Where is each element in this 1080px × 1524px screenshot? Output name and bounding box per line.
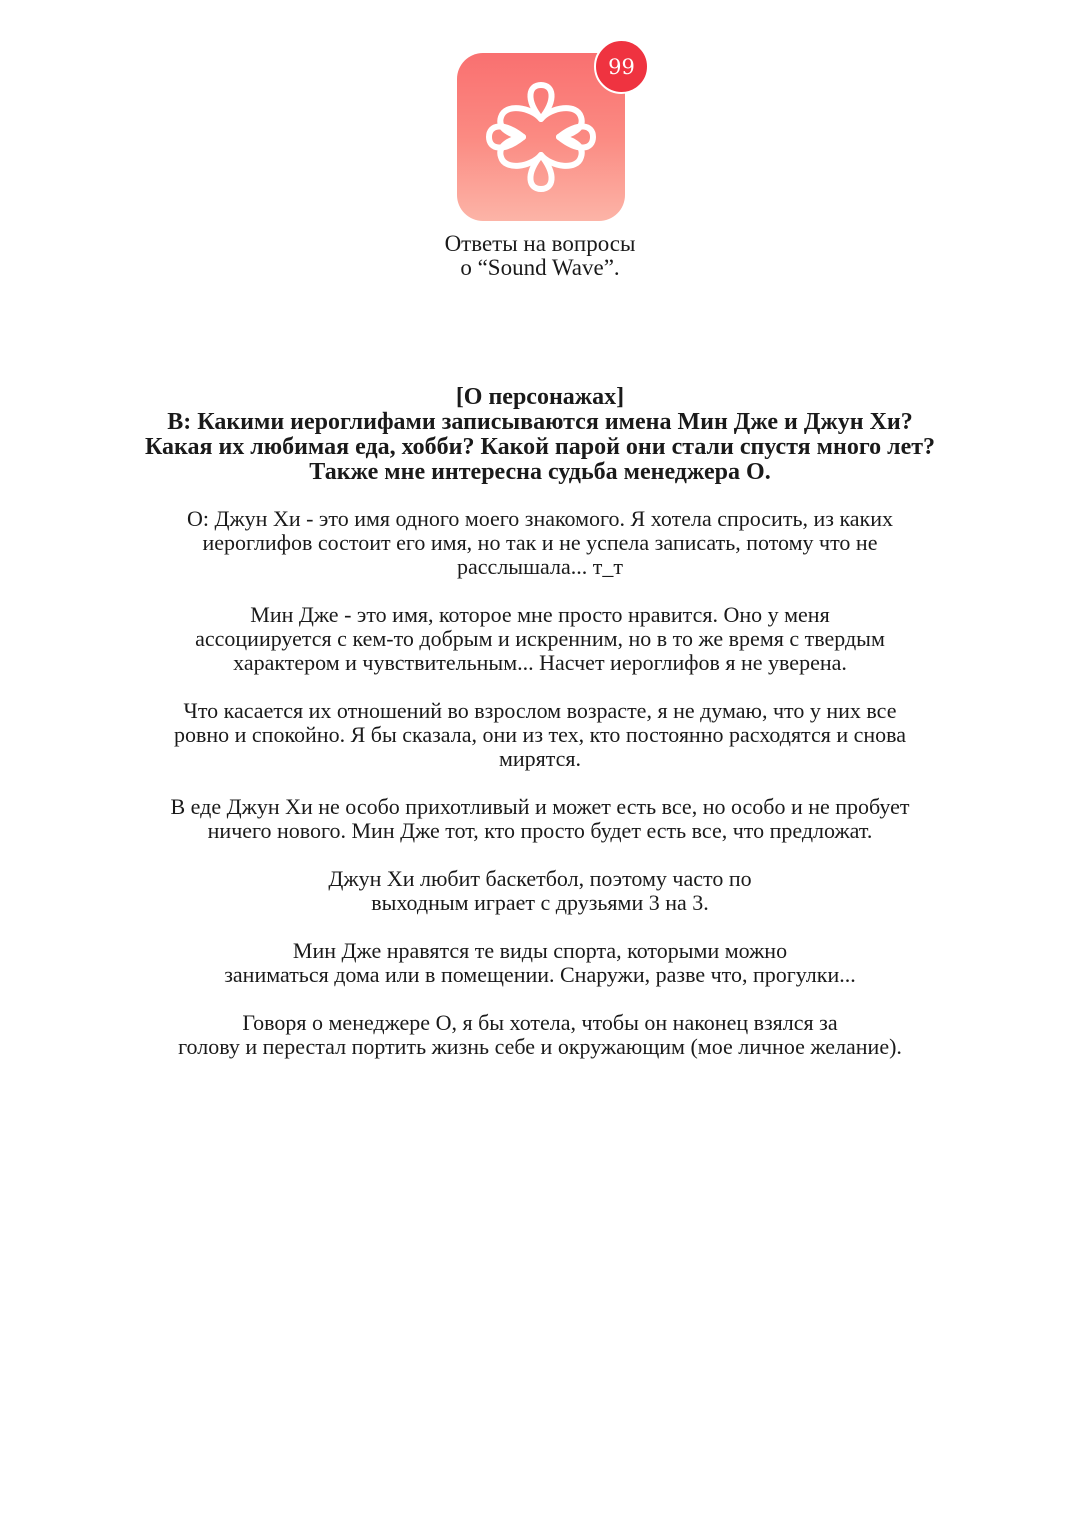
answer-line: расслышала... т_т (457, 554, 623, 579)
answer-paragraph (90, 795, 990, 843)
answer-paragraph (90, 867, 990, 915)
answer-line: заниматься дома или в помещении. Снаружи, разве что, прогулки... (224, 962, 856, 987)
answer-line: ассоциируется с кем-то добрым и искренним, но в то же время с твердым (195, 626, 885, 651)
answer-line: О: Джун Хи - это имя одного моего знакомого. Я хотела спросить, из каких (186, 506, 894, 531)
answer-line: мирятся. (498, 746, 582, 771)
question-line: Также мне интересна судьба менеджера О. (309, 459, 771, 485)
answer-line: Мин Дже - это имя, которое мне просто нравится. Оно у меня (250, 602, 830, 627)
answer-line: Мин Дже нравятся те виды спорта, которыми можно (292, 938, 788, 963)
app-caption (0, 232, 1080, 280)
question-line: В: Какими иероглифами записываются имена Мин Дже и Джун Хи? (167, 409, 913, 435)
badge-count: 99 (608, 54, 635, 79)
knot-flower-icon-graphic (481, 77, 601, 197)
answer-paragraph (90, 507, 990, 579)
caption-line: о “Sound Wave”. (460, 255, 620, 280)
answer-line: Что касается их отношений во взрослом возрасте, я не думаю, что у них все (183, 698, 897, 723)
answer-paragraph (90, 1011, 990, 1059)
answer-line: ничего нового. Мин Дже тот, кто просто будет есть все, что предложат. (207, 818, 873, 843)
section-title: [О персонажах] (455, 384, 625, 410)
answer-line: ровно и спокойно. Я бы сказала, они из тех, кто постоянно расходятся и снова (173, 722, 906, 747)
answer-line: выходным играет с друзьями 3 на 3. (371, 890, 709, 915)
answer-line: Говоря о менеджере О, я бы хотела, чтобы он наконец взялся за (242, 1010, 838, 1035)
answer-paragraph (90, 939, 990, 987)
answer-line: Джун Хи любит баскетбол, поэтому часто по (328, 866, 752, 891)
caption-line: Ответы на вопросы (444, 231, 636, 256)
answer-line: В еде Джун Хи не особо прихотливый и может есть все, но особо и не пробует (170, 794, 910, 819)
notification-badge (594, 39, 649, 94)
qa-section (90, 385, 990, 1083)
question-heading (90, 385, 990, 485)
app-icon-container[interactable] (457, 53, 635, 221)
answer-line: голову и перестал портить жизнь себе и окружающим (мое личное желание). (178, 1034, 902, 1059)
question-line: Какая их любимая еда, хобби? Какой парой они стали спустя много лет? (144, 434, 936, 460)
answer-line: характером и чувствительным... Насчет иероглифов я не уверена. (233, 650, 847, 675)
answer-paragraph (90, 699, 990, 771)
answer-paragraph (90, 603, 990, 675)
answer-line: иероглифов состоит его имя, но так и не успела записать, потому что не (202, 530, 878, 555)
